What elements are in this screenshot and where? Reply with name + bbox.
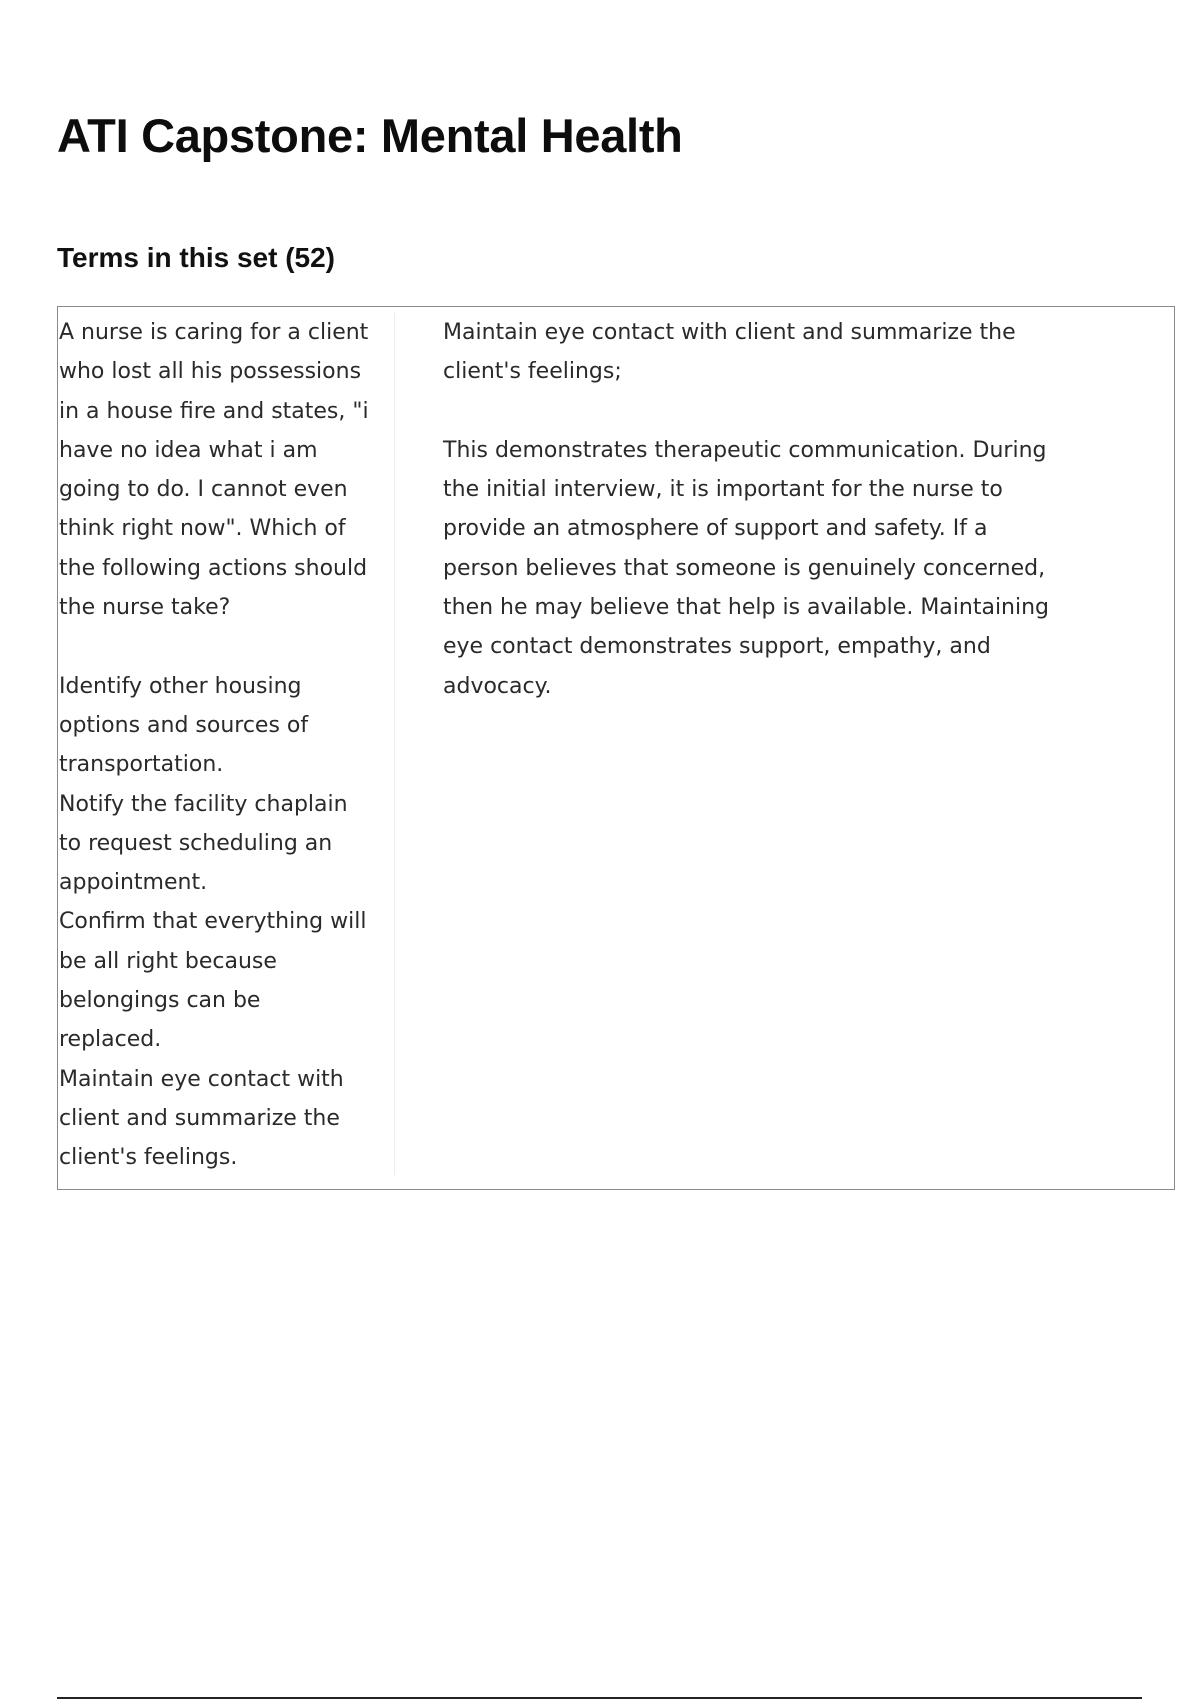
term-option-3: Confirm that everything will be all right because belongings can be replaced.: [59, 909, 367, 1053]
definition-rationale: This demonstrates therapeutic communication. During the initial interview, it is important for the nurse to provide an atmosphere of support and safety. If a person believes that someone is genuinely concerned, then he may believe that help is available. Maintaining eye contact demonstrates support, empathy, and advocacy.: [443, 437, 1050, 699]
flashcard-term-1: [57, 306, 1175, 1190]
term-option-2: Notify the facility chaplain to request scheduling an appointment.: [59, 791, 348, 896]
definition-column: [443, 313, 1073, 706]
spacer: [59, 627, 394, 666]
definition-answer: Maintain eye contact with client and summarize the client's feelings;: [443, 320, 1016, 385]
term-option-1: Identify other housing options and sources of transportation.: [59, 673, 309, 778]
term-option-4: Maintain eye contact with client and summarize the client's feelings.: [59, 1066, 344, 1171]
page-title: ATI Capstone: Mental Health: [57, 109, 683, 162]
term-column: [59, 313, 395, 1175]
footer-divider: [57, 1697, 1142, 1699]
spacer: [443, 392, 1073, 431]
set-heading: Terms in this set (52): [57, 242, 336, 273]
term-question: A nurse is caring for a client who lost all his possessions in a house fire and states, "i have no idea what i am going to do. I cannot even think right now". Which of the following actions should the nurse take?: [59, 320, 369, 621]
